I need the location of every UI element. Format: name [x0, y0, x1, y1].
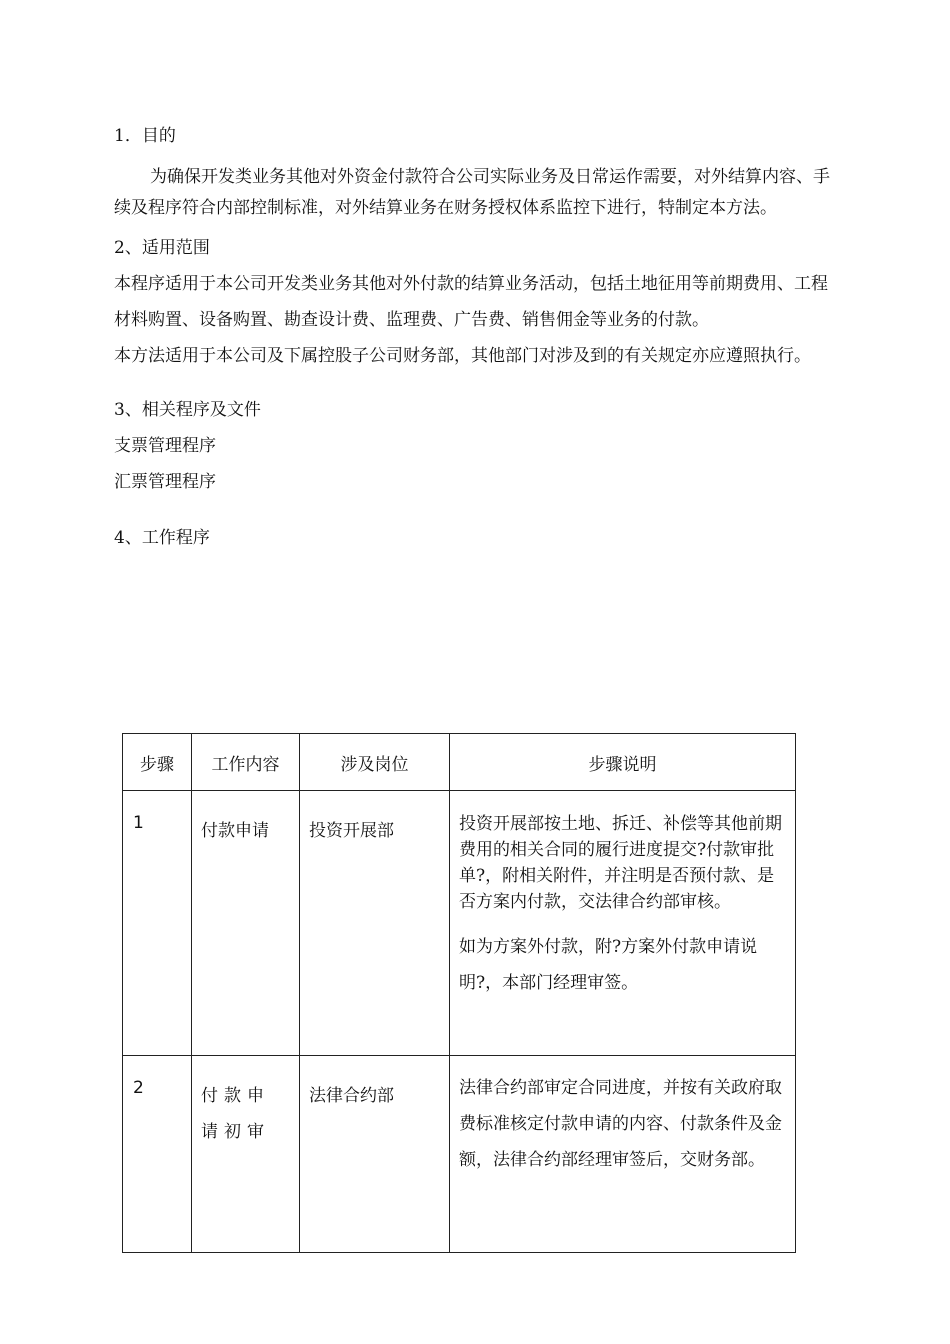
- purpose-heading: 1．目的: [114, 126, 176, 146]
- work-content: 付款申请: [192, 791, 300, 1056]
- table-row: [123, 1056, 796, 1253]
- header-work: 工作内容: [192, 734, 300, 791]
- purpose-body: 为确保开发类业务其他对外资金付款符合公司实际业务及日常运作需要，对外结算内容、手续及程序符合内部控制标准，对外结算业务在财务授权体系监控下进行，特制定本方法。: [114, 167, 830, 218]
- header-position: 涉及岗位: [300, 734, 450, 791]
- table-row: [123, 791, 796, 1056]
- header-description: 步骤说明: [450, 734, 796, 791]
- scope-paragraph-2: 本方法适用于本公司及下属控股子公司财务部，其他部门对涉及到的有关规定亦应遵照执行。: [114, 346, 811, 366]
- document-body: [114, 118, 838, 556]
- step-description: [450, 1056, 796, 1253]
- position: 投资开展部: [300, 791, 450, 1056]
- scope-heading: 2、适用范围: [114, 238, 210, 258]
- description-note: 如为方案外付款，附?方案外付款申请说明?，本部门经理审签。: [459, 937, 758, 993]
- work-content: 付款申请初审: [192, 1056, 300, 1253]
- description-text: 投资开展部按土地、拆迁、补偿等其他前期费用的相关合同的履行进度提交?付款审批单?，附相关附件，并注明是否预付款、是否方案内付款，交法律合约部审核。: [459, 814, 782, 912]
- header-step: 步骤: [123, 734, 192, 791]
- procedure-table: [122, 733, 796, 1253]
- description-text: 法律合约部审定合同进度，并按有关政府取费标准核定付款申请的内容、付款条件及金额，法律合约部经理审签后，交财务部。: [459, 1078, 782, 1170]
- step-number: 1: [123, 791, 192, 1056]
- related-item-draft: 汇票管理程序: [114, 472, 216, 492]
- table-header-row: [123, 734, 796, 791]
- position: 法律合约部: [300, 1056, 450, 1253]
- step-number: 2: [123, 1056, 192, 1253]
- step-description: [450, 791, 796, 1056]
- related-heading: 3、相关程序及文件: [114, 400, 261, 420]
- scope-paragraph-1: 本程序适用于本公司开发类业务其他对外付款的结算业务活动，包括土地征用等前期费用、工程材料购置、设备购置、勘查设计费、监理费、广告费、销售佣金等业务的付款。: [114, 274, 828, 330]
- related-item-cheque: 支票管理程序: [114, 436, 216, 456]
- procedure-heading: 4、工作程序: [114, 528, 210, 548]
